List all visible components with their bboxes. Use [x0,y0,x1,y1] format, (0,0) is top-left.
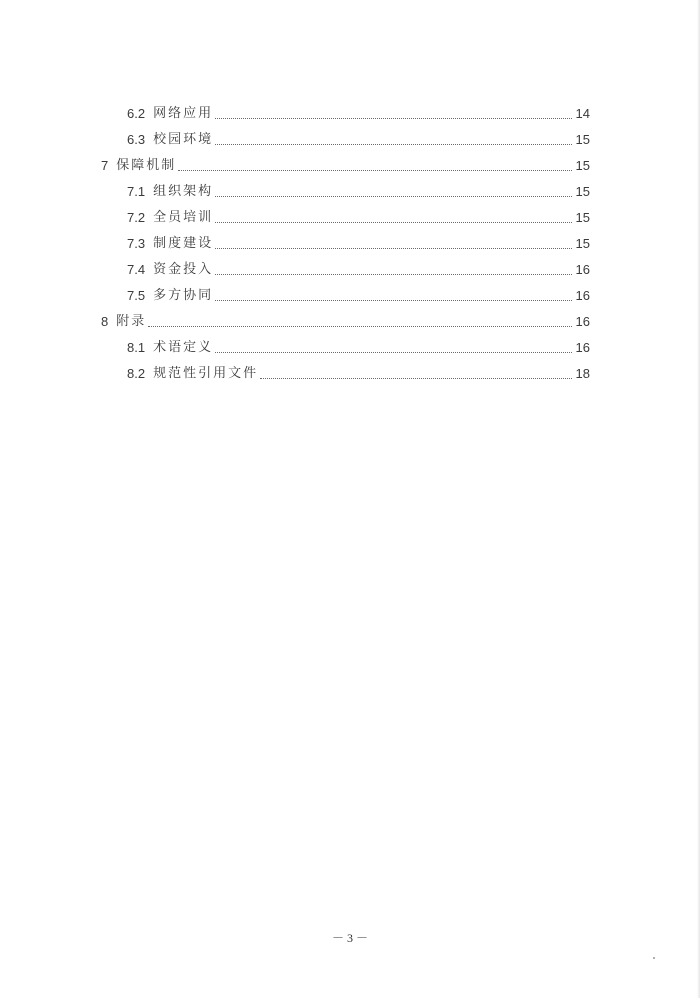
scan-speck [653,957,655,959]
toc-entry-title: 保障机制 [116,158,177,173]
toc-entry-page: 15 [575,236,590,251]
toc-entry-title: 组织架构 [153,184,214,199]
toc-entry-number: 6.2 [127,106,146,121]
toc-entry-6-2[interactable] [0,97,700,123]
toc-entry-page: 15 [575,210,590,225]
toc-entry-7-2[interactable] [0,201,700,227]
toc-entry-7-5[interactable] [0,279,700,305]
toc-entry-number: 7.5 [127,288,146,303]
toc-entry-number: 8 [101,314,109,329]
table-of-contents [0,97,700,383]
toc-entry-number: 7 [101,158,109,173]
toc-entry-title: 校园环境 [153,132,214,147]
toc-entry-page: 16 [575,340,590,355]
toc-leader-dots [215,248,571,249]
toc-entry-8-1[interactable] [0,331,700,357]
toc-entry-number: 6.3 [127,132,146,147]
toc-entry-7-4[interactable] [0,253,700,279]
toc-entry-number: 8.1 [127,340,146,355]
toc-entry-page: 18 [575,366,590,381]
toc-entry-8[interactable] [0,305,700,331]
toc-entry-7-1[interactable] [0,175,700,201]
toc-leader-dots [148,326,571,327]
toc-entry-7[interactable] [0,149,700,175]
toc-entry-title: 规范性引用文件 [153,366,259,381]
toc-entry-title: 附录 [116,314,147,329]
toc-entry-page: 16 [575,314,590,329]
toc-leader-dots [215,196,571,197]
toc-entry-number: 7.1 [127,184,146,199]
toc-entry-number: 8.2 [127,366,146,381]
toc-leader-dots [215,144,571,145]
toc-leader-dots [215,352,571,353]
page-number: － 3 － [331,931,368,945]
toc-entry-page: 16 [575,288,590,303]
toc-entry-number: 7.2 [127,210,146,225]
toc-leader-dots [260,378,571,379]
toc-entry-page: 15 [575,158,590,173]
toc-leader-dots [178,170,571,171]
toc-leader-dots [215,222,571,223]
toc-entry-page: 15 [575,132,590,147]
toc-entry-title: 多方协同 [153,288,214,303]
toc-entry-title: 术语定义 [153,340,214,355]
toc-entry-number: 7.4 [127,262,146,277]
toc-entry-page: 14 [575,106,590,121]
toc-entry-title: 资金投入 [153,262,214,277]
toc-leader-dots [215,274,571,275]
toc-leader-dots [215,118,571,119]
toc-entry-page: 15 [575,184,590,199]
toc-entry-6-3[interactable] [0,123,700,149]
toc-entry-8-2[interactable] [0,357,700,383]
toc-entry-7-3[interactable] [0,227,700,253]
toc-leader-dots [215,300,571,301]
toc-entry-title: 网络应用 [153,106,214,121]
toc-entry-title: 制度建设 [153,236,214,251]
toc-entry-page: 16 [575,262,590,277]
toc-entry-title: 全员培训 [153,210,214,225]
toc-entry-number: 7.3 [127,236,146,251]
